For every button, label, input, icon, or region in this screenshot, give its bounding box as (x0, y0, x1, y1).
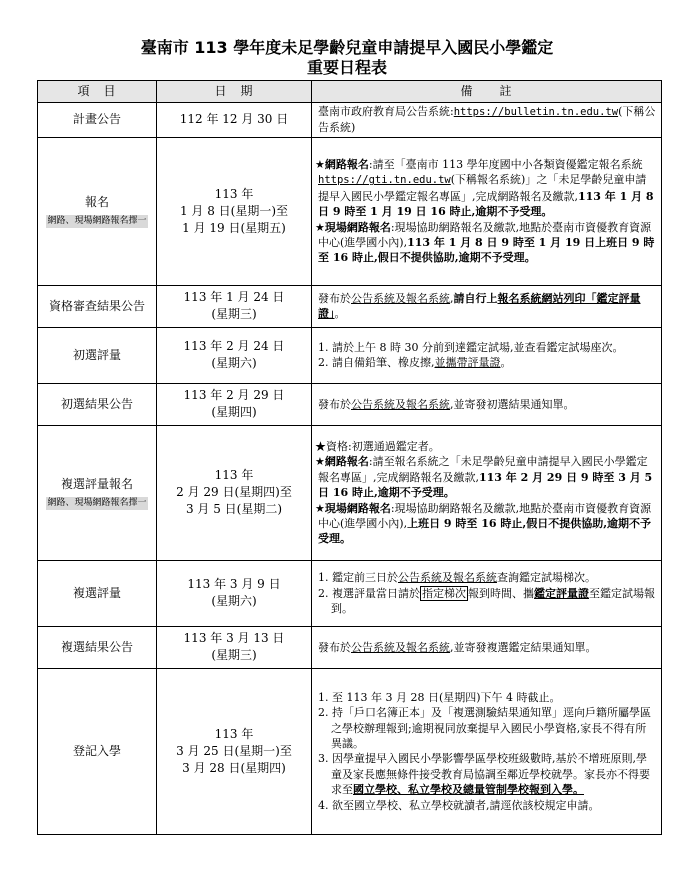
title-line-1: 臺南市 113 學年度未足學齡兒童申請提早入國民小學鑑定 (140, 38, 554, 57)
row-item: 複選評量 (38, 560, 157, 626)
row-note: 發布於公告系統及報名系統,請自行上報名系統網站列印「鑑定評量證」。 (312, 285, 662, 327)
row-note: ★資格:初選通過鑑定者。 ★網路報名:請至報名系統之「未足學齡兒童申請提早入國民小學鑑定報名專區」,完成網路報名及繳款,113 年 2 月 29 日 9 時至 3 月 5 日 16 時止,逾期不予受理。 ★現場網路報名:現場協助網路報名及繳款,地點於臺南市資優教育資源中心(進學國小內),上班日 9 時至 16 時止,假日不提供協助,逾期不予受理。 (312, 425, 662, 560)
list-item: 2. 請自備鉛筆、橡皮擦,並攜帶評量證。 (318, 356, 512, 370)
list-item: 1. 請於上午 8 時 30 分前到達鑑定試場,並查看鑑定試場座次。 (318, 340, 624, 354)
table-row (38, 626, 662, 668)
row-item: 初選評量 (38, 327, 157, 383)
row-note: 發布於公告系統及報名系統,並寄發複選鑑定結果通知單。 (312, 626, 662, 668)
table-row (38, 560, 662, 626)
list-item: 1. 至 113 年 3 月 28 日(星期四)下午 4 時截止。 (318, 690, 561, 704)
row-item: 報名 網路、現場網路報名擇一 (38, 137, 157, 285)
row-date: 112 年 12 月 30 日 (157, 103, 312, 138)
row-item: 複選結果公告 (38, 626, 157, 668)
title-line-2: 重要日程表 (306, 58, 387, 77)
row-note: ★網路報名:請至「臺南市 113 學年度國中小各類資優鑑定報名系統 https://gti.tn.edu.tw(下稱報名系統)」之「未足學齡兒童申請提早入國民小學鑑定報名專區」,完成網路報名及繳款,113 年 1 月 8 日 9 時至 1 月 19 日 16 時止,逾期不予受理。 ★現場網路報名:現場協助網路報名及繳款,地點於臺南市資優教育資源中心(進學國小內),113 年 1 月 8 日 9 時至 1 月 19 日上班日 9 時至 16 時止,假日不提供協助,逾期不予受理。 (312, 137, 662, 285)
row-item: 資格審查結果公告 (38, 285, 157, 327)
list-item: 4. 欲至國立學校、私立學校就讀者,請逕依該校規定申請。 (318, 798, 600, 812)
list-item: 2. 複選評量當日請於 指定梯次 報到時間、攜鑑定評量證至鑑定試場報到。 (318, 586, 655, 616)
row-item: 複選評量報名 網路、現場網路報名擇一 (38, 425, 157, 560)
row-date: 113 年 3 月 25 日(星期一)至 3 月 28 日(星期四) (157, 668, 312, 834)
row-note (312, 560, 662, 626)
row-date: 113 年 1 月 24 日 (星期三) (157, 285, 312, 327)
header-row (38, 81, 662, 103)
star-icon: ★ (315, 157, 325, 171)
list-item: 2. 持「戶口名簿正本」及「複選測驗結果通知單」逕向戶籍所屬學區之學校辦理報到;逾期視同放棄提早入國民小學資格,家長不得有所異議。 (318, 706, 651, 750)
list-item: 1. 鑑定前三日於公告系統及報名系統查詢鑑定試場梯次。 (318, 571, 596, 585)
table-row (38, 137, 662, 285)
star-icon: ★ (315, 220, 325, 234)
row-note (312, 668, 662, 834)
table-row (38, 327, 662, 383)
row-date: 113 年 3 月 9 日 (星期六) (157, 560, 312, 626)
row-note: 發布於公告系統及報名系統,並寄發初選結果通知單。 (312, 383, 662, 425)
schedule-table (37, 80, 662, 835)
bulletin-link[interactable]: https://bulletin.tn.edu.tw (453, 106, 619, 118)
table-row (38, 103, 662, 138)
table-row (38, 425, 662, 560)
row-item-sub: 網路、現場網路報名擇一 (47, 497, 147, 508)
header-item: 項 目 (38, 81, 157, 103)
table-row (38, 383, 662, 425)
header-note: 備 註 (312, 81, 662, 103)
star-icon: ★ (315, 501, 325, 515)
row-item: 登記入學 (38, 668, 157, 834)
row-date: 113 年 1 月 8 日(星期一)至 1 月 19 日(星期五) (157, 137, 312, 285)
page-title (0, 38, 694, 78)
row-date: 113 年 2 月 29 日 (星期四) (157, 383, 312, 425)
row-date: 113 年 2 月 24 日 (星期六) (157, 327, 312, 383)
header-date: 日 期 (157, 81, 312, 103)
list-item: 3. 因學童提早入國民小學影響學區學校班級數時,基於不增班原則,學童及家長應無條件接受教育局協調至鄰近學校就學。家長亦不得要求至國立學校、私立學校及總量管制學校報到入學。 (318, 752, 650, 797)
row-item-sub: 網路、現場網路報名擇一 (47, 216, 147, 227)
row-note (312, 327, 662, 383)
row-note: 臺南市政府教育局公告系統:https://bulletin.tn.edu.tw(下稱公告系統) (312, 103, 662, 138)
table-row (38, 668, 662, 834)
signup-system-link[interactable]: https://gti.tn.edu.tw (318, 174, 451, 187)
row-item: 初選結果公告 (38, 383, 157, 425)
star-icon: ★ (315, 455, 325, 469)
row-item: 計畫公告 (38, 103, 157, 138)
table-row (38, 285, 662, 327)
row-date: 113 年 2 月 29 日(星期四)至 3 月 5 日(星期二) (157, 425, 312, 560)
row-date: 113 年 3 月 13 日 (星期三) (157, 626, 312, 668)
star-icon: ★ (315, 439, 326, 453)
